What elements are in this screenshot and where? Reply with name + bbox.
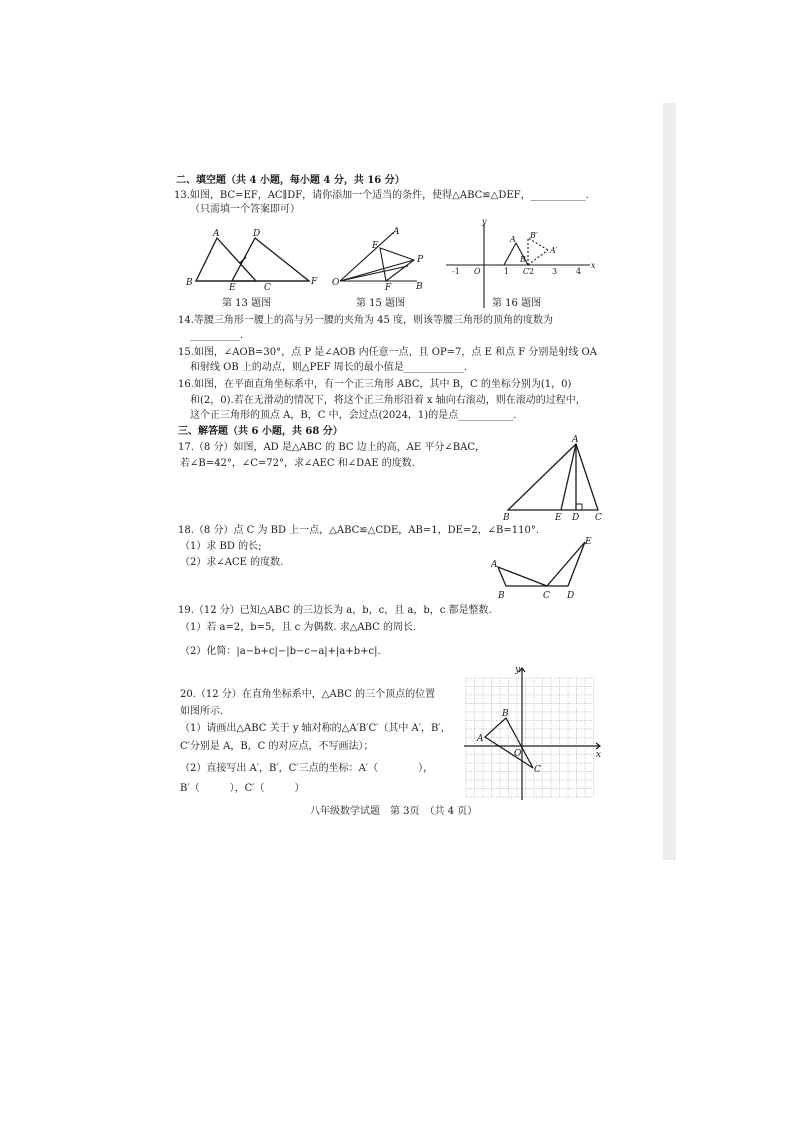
label-b-prime: B′: [530, 231, 538, 240]
section2-title: 二、填空题（共 4 小题，每小题 4 分，共 16 分）: [176, 175, 405, 186]
q19-line3: （2）化简：|a−b+c|−|b−c−a|+|a+b+c|.: [180, 646, 381, 657]
label-e: E: [585, 537, 592, 547]
bisector-ae: [561, 444, 576, 510]
label-o: O: [514, 749, 522, 759]
label-y: y: [482, 217, 487, 226]
fig13-caption: 第 13 题图: [222, 298, 272, 309]
label-c: C: [264, 283, 271, 293]
label-a: A: [477, 734, 484, 744]
label-d: D: [567, 591, 575, 601]
label-c: C: [523, 267, 530, 276]
q15-line2: 和射线 OB 上的动点，则△PEF 周长的最小值是____________.: [190, 362, 467, 373]
label-c: C: [543, 591, 550, 601]
triangle-abc: [485, 718, 533, 768]
tick-minus1: -1: [452, 267, 460, 276]
label-e: E: [555, 513, 562, 523]
q17-line2: 若∠B=42°，∠C=72°，求∠AEC 和∠DAE 的度数.: [180, 458, 415, 469]
q20-line6: B′（ ），C′（ ）: [180, 783, 305, 794]
label-c: C: [595, 513, 602, 523]
figure-13: [180, 226, 320, 316]
label-a: A: [572, 435, 579, 445]
label-d: D: [572, 513, 580, 523]
label-b: B: [416, 282, 423, 292]
label-x: x: [591, 261, 596, 270]
label-a: A: [491, 560, 498, 570]
label-x: x: [596, 750, 602, 760]
q18-line3: （2）求∠ACE 的度数.: [180, 557, 284, 568]
label-b: B: [520, 255, 526, 264]
label-e: E: [229, 283, 236, 293]
vertical-scrollbar[interactable]: [663, 103, 676, 860]
tick-2: 2: [529, 267, 535, 276]
q20-line3: （1）请画出△ABC 关于 y 轴对称的△A′B′C′（其中 A′，B′，: [180, 723, 451, 734]
q17-line1: 17.（8 分）如图，AD 是△ABC 的 BC 边上的高，AE 平分∠BAC，: [178, 442, 485, 453]
triangle-abc: [508, 444, 598, 510]
q20-line2: 如图所示.: [180, 706, 224, 717]
aux-line: [340, 266, 408, 281]
label-a: A: [393, 227, 400, 237]
label-f: F: [311, 277, 318, 287]
q13-line1: 13.如图，BC=EF，AC∥DF，请你添加一个适当的条件，使得△ABC≌△DEF，___________.: [174, 190, 589, 201]
q20-line1: 20.（12 分）在直角坐标系中，△ABC 的三个顶点的位置: [180, 689, 436, 700]
q15-line1: 15.如图，∠AOB=30°，点 P 是∠AOB 内任意一点，且 OP=7，点 E 和点 F 分别是射线 OA: [178, 347, 597, 358]
tick-3: 3: [552, 267, 558, 276]
label-a-prime: A′: [550, 246, 558, 255]
q19-line1: 19.（12 分）已知△ABC 的三边长为 a，b，c，且 a，b，c 都是整数.: [178, 605, 492, 616]
label-c: C: [534, 765, 541, 775]
triangle-abc: [196, 238, 256, 281]
q13-line2: （只需填一个答案即可）: [190, 204, 300, 215]
figure-17: [500, 436, 610, 526]
section3-title: 三、解答题（共 6 小题，共 68 分）: [178, 426, 343, 437]
fig16-caption: 第 16 题图: [492, 298, 542, 309]
label-o: O: [332, 278, 340, 288]
label-e: E: [372, 241, 379, 251]
q14-line1: 14.等腰三角形一腰上的高与另一腰的夹角为 45 度，则该等腰三角形的顶角的度数为: [178, 315, 553, 326]
figure-16: [446, 217, 596, 316]
label-a: A: [510, 235, 516, 244]
tick-4: 4: [576, 267, 582, 276]
label-b: B: [502, 709, 509, 719]
q18-line1: 18.（8 分）点 C 为 BD 上一点，△ABC≌△CDE，AB=1，DE=2，∠B=110°.: [178, 525, 540, 536]
tick-mark: [240, 257, 246, 263]
rolled-side: [528, 250, 548, 265]
label-a: A: [213, 229, 220, 239]
q14-line2: __________.: [190, 330, 244, 341]
q20-line5: （2）直接写出 A′，B′，C′三点的坐标：A′（ ），: [180, 763, 434, 774]
figure-15: [330, 226, 430, 316]
q20-line4: C′分别是 A，B，C 的对应点，不写画法）；: [180, 741, 374, 752]
fig15-caption: 第 15 题图: [356, 298, 406, 309]
page-footer: 八年级数学试题 第 3页 （共 4 页）: [310, 806, 478, 817]
q16-line2: 和(2，0).若在无滑动的情况下，将这个正三角形沿着 x 轴向右滚动，则在滚动的过程中，: [190, 395, 586, 406]
q18-line2: （1）求 BD 的长;: [180, 541, 262, 552]
q16-line3: 这个正三角形的顶点 A，B，C 中，会过点(2024，1)的是点___________.: [190, 410, 517, 421]
label-f: F: [385, 283, 392, 293]
triangle-abc: [498, 567, 547, 586]
label-d: D: [253, 229, 261, 239]
figure-18: [488, 536, 598, 606]
tick-1: 1: [504, 267, 510, 276]
q16-line1: 16.如图，在平面直角坐标系中，有一个正三角形 ABC，其中 B，C 的坐标分别为(1，0): [178, 379, 572, 390]
rolled-triangle: [528, 238, 548, 265]
label-o: O: [474, 267, 481, 276]
label-b: B: [503, 513, 510, 523]
label-b: B: [498, 591, 505, 601]
triangle-cde: [547, 542, 585, 586]
figure-20: [462, 664, 602, 804]
right-angle-mark: [576, 504, 582, 510]
label-p: P: [417, 255, 424, 265]
label-b: B: [186, 278, 193, 288]
q19-line2: （1）若 a=2，b=5，且 c 为偶数. 求△ABC 的周长.: [180, 622, 417, 633]
label-y: y: [515, 665, 521, 675]
